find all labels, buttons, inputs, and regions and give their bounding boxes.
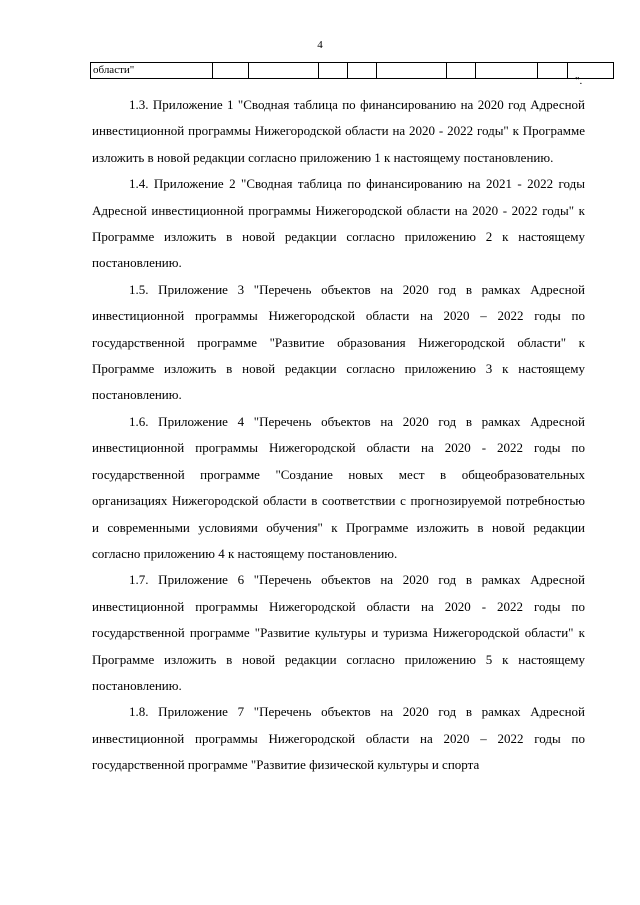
table-cell: области" bbox=[91, 63, 213, 79]
table-cell bbox=[319, 63, 348, 79]
table-cell bbox=[377, 63, 447, 79]
page-number: 4 bbox=[317, 39, 323, 51]
paragraph-1-8: 1.8. Приложение 7 "Перечень объектов на 2020 год в рамках Адресной инвестиционной программы Нижегородской области на 2020 – 2022 годы по государственной программе "Развитие физической культуры и спорта bbox=[92, 704, 585, 773]
document-body bbox=[92, 92, 585, 779]
table-cell bbox=[538, 63, 568, 79]
table-row bbox=[91, 63, 614, 79]
table-cell bbox=[213, 63, 249, 79]
table-fragment bbox=[90, 62, 614, 79]
table-cell bbox=[476, 63, 538, 79]
paragraph-1-7: 1.7. Приложение 6 "Перечень объектов на 2020 год в рамках Адресной инвестиционной программы Нижегородской области на 2020 - 2022 годы по государственной программе "Развитие культуры и туризма Нижегородской области" к Программе изложить в новой редакции согласно приложению 5 к настоящему постановлению. bbox=[92, 572, 585, 693]
paragraph-1-6: 1.6. Приложение 4 "Перечень объектов на 2020 год в рамках Адресной инвестиционной программы Нижегородской области на 2020 - 2022 годы по государственной программе "Создание новых мест в общеобразовательных организациях Нижегородской области в соответствии с прогнозируемой потребностью и современными условиями обучения" к Программе изложить в новой редакции согласно приложению 4 к настоящему постановлению. bbox=[92, 413, 585, 561]
paragraph-1-5: 1.5. Приложение 3 "Перечень объектов на 2020 год в рамках Адресной инвестиционной программы Нижегородской области на 2020 – 2022 годы по государственной программе "Развитие образования Нижегородской области" к Программе изложить в новой редакции согласно приложению 3 к настоящему постановлению. bbox=[92, 281, 585, 403]
table-cell bbox=[249, 63, 319, 79]
table-cell bbox=[447, 63, 476, 79]
table-cell bbox=[348, 63, 377, 79]
closing-quote: ". bbox=[575, 75, 583, 87]
paragraph-1-4: 1.4. Приложение 2 "Сводная таблица по финансированию на 2021 - 2022 годы Адресной инвестиционной программы Нижегородской области на 2020 - 2022 годы" к Программе изложить в новой редакции согласно приложению 2 к настоящему постановлению. bbox=[92, 176, 585, 271]
paragraph-1-3: 1.3. Приложение 1 "Сводная таблица по финансированию на 2020 год Адресной инвестиционной программы Нижегородской области на 2020 - 2022 годы" к Программе изложить в новой редакции согласно приложению 1 к настоящему постановлению. bbox=[92, 97, 585, 165]
